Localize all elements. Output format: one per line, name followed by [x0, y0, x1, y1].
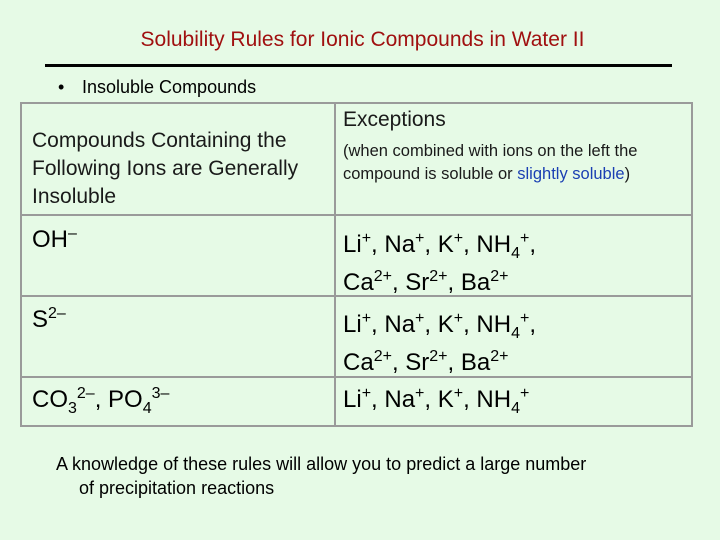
row-3-exceptions: Li+, Na+, K+, $NH_4^+$ — [343, 385, 530, 417]
table-border-bottom — [20, 425, 693, 427]
title-divider — [45, 64, 672, 67]
header-note-text: (when combined with ions on the left the compound is soluble or — [343, 142, 638, 183]
table-column-divider — [334, 102, 336, 427]
table-border-top — [20, 102, 693, 104]
header-ions-column — [32, 127, 332, 211]
solubility-table — [20, 102, 693, 427]
row-3-ion: $CO_3^{2-}$, $PO_4^{3-}$ — [32, 385, 170, 417]
header-ions-label: Compounds Containing the Following Ions are Generally Insoluble — [32, 129, 299, 208]
table-border-right — [691, 102, 693, 427]
table-header-divider — [20, 214, 693, 216]
row-1-ion: OH– — [32, 225, 77, 253]
header-note-close: ) — [624, 165, 631, 183]
bullet-icon: • — [58, 77, 65, 97]
header-exceptions-note — [343, 140, 683, 186]
header-note-highlight: slightly soluble — [517, 165, 625, 183]
row-1-exceptions: Li+, Na+, K+, $NH_4^+$, $Ca^{2+}$, $Sr^{2+}$, $Ba^{2+}$ — [343, 230, 536, 296]
footer-note — [56, 452, 586, 500]
footer-line-2: of precipitation reactions — [79, 478, 275, 498]
row-2-ion: $S^{2-}$ — [32, 305, 66, 333]
row-2-exceptions: Li+, Na+, K+, $NH_4^+$, $Ca^{2+}$, $Sr^{2+}$, $Ba^{2+}$ — [343, 310, 536, 376]
table-border-left — [20, 102, 22, 427]
slide-title: Solubility Rules for Ionic Compounds in Water II — [140, 28, 585, 51]
section-heading: Insoluble Compounds — [82, 77, 257, 97]
section-heading-line — [58, 77, 256, 98]
header-exceptions-title: Exceptions — [343, 108, 446, 131]
footer-line-1: A knowledge of these rules will allow you to predict a large number — [56, 454, 587, 474]
